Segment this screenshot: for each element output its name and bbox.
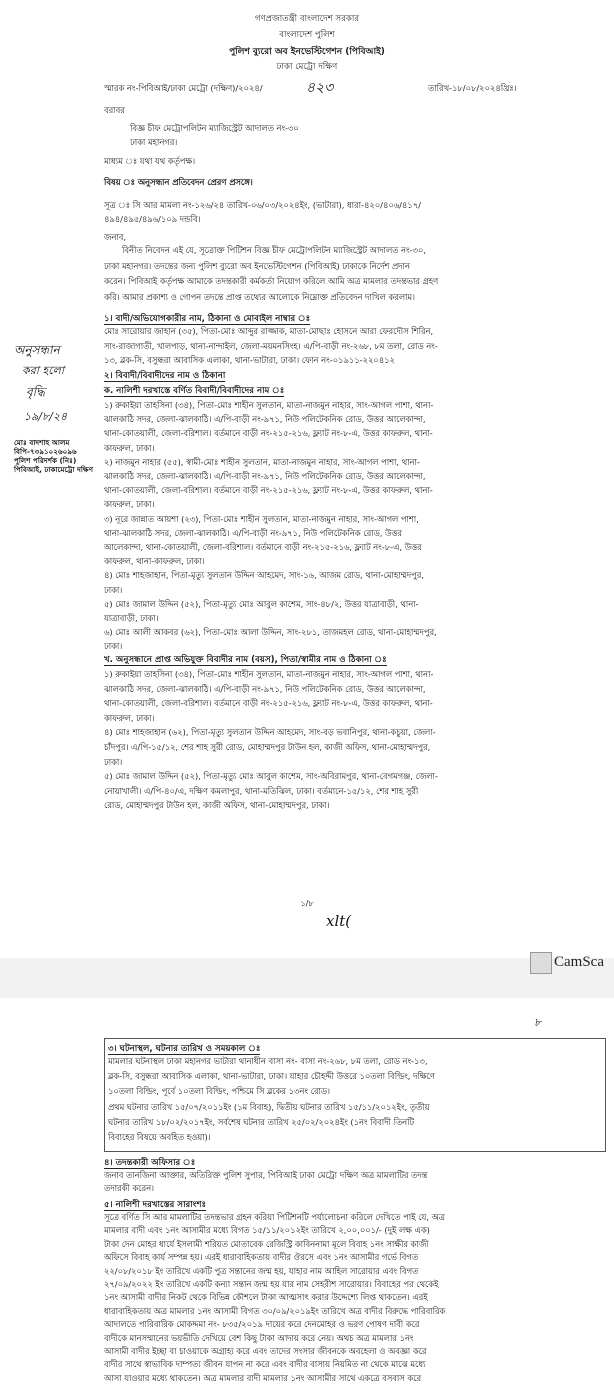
section-4-line: জনাব তানজিনা আক্তার, অতিরিক্ত পুলিশ সুপার, পিবিআই ঢাকা মেট্রো দক্ষিণ অত্র মামলাটির তদন্ত	[104, 1170, 428, 1180]
to-line-1: বিজ্ঞ চীফ মেট্রোপলিটন ম্যাজিস্ট্রেট আদালত নং-৩০	[130, 123, 299, 133]
margin-signature: বৃদ্ধি	[26, 385, 45, 399]
section-2a-line: ঢাকা।	[104, 584, 123, 595]
section-5-line: আসামী বাদীর ইচ্ছা বা চাওয়াকে অগ্রাহ্য করে এবং তাদের সংসার জীবনকে অবহেলা ও অবজ্ঞা করে	[104, 1346, 427, 1356]
section-5-line: আসা যাওয়ার মধ্যে থাকতেন। অত্র মামলার বাদী মামলার ১নং আসামীর সাথে একত্রে বসবাস করে	[104, 1372, 422, 1383]
section-2a-line: ৩) নূরে জান্নাত আয়শা (২৩), পিতা-মোঃ শাহীন সুলতান, মাতা-নাজমুন নাহার, সাং-আগল পাশা,	[104, 513, 419, 524]
section-2b-line: কাফরুল, ঢাকা।	[104, 712, 155, 723]
section-3-line: বিবাহের বিষয়ে অবহিত হওয়া)।	[108, 1132, 211, 1142]
section-5-line: বাদীকে মানসম্মানের ভয়ভীতি দেখিয়ে বেশ কিছু টাকা আদায় করে নেয়। অথচ অত্র মামলার ১নং	[104, 1332, 414, 1343]
section-2b-title: খ. অনুসন্ধানে প্রাপ্ত অভিযুক্ত বিবাদীর নাম (বয়স), পিতা/স্বামীর নাম ও ঠিকানা ঃ	[104, 655, 387, 665]
section-5-line: অফিসে বিবাহ কার্য সম্পন্ন হয়। এরই ধারাবাহিকতায় বাদীর ঔরসে এবং ১নং আসামীর গর্ভে বিগত	[104, 1252, 419, 1263]
section-2a-line: থানা-ঝালকাঠি সদর, জেলা-ঝালকাঠি। এ/পি-বাড়ী নং-৯৭১, নিউ পলিটেকনিক রোড, উত্তর	[104, 527, 402, 538]
section-5-line: বাদীর সাথে স্বাভাবিক দাম্পত্য জীবন যাপন না করে এবং বাদীর বাসায় নিয়মিত না থেকে মাঝে মধ্যে	[104, 1359, 426, 1370]
reference-line-1: সূত্র ঃ সি আর মামলা নং-১২৬/২৪ তারিখ-০৬/০৩/২০২৪ইং, (ভাটারা), ধারা-৪২০/৪০৬/৪১৭/	[104, 200, 421, 210]
stamp-line-1: মোঃ বাদশাহ আলম	[14, 438, 70, 447]
reference-line-2: ৪৯৪/৪৯৫/৪৯৬/১০৯ দন্ডবি।	[104, 214, 201, 224]
page-gap	[0, 954, 614, 998]
section-3-title: ৩। ঘটনাস্থল, ঘটনার তারিখ ও সময়কাল ঃ	[108, 1044, 261, 1054]
section-2a-line: কাফরুল, থানা-কাফরুল, ঢাকা।	[104, 556, 205, 567]
margin-note-line-1: অনুসন্ধান	[14, 343, 60, 357]
to-line-2: ঢাকা মহানগর।	[130, 137, 178, 147]
section-2a-line: ৬) মোঃ আলী আকবর (৬২), পিতা-মোঃ আলা উদ্দিন, সাং-২৮১, তাজমহল রোড, থানা-মোহাম্মদপুর,	[104, 627, 437, 638]
section-5-line: ধারাবাহিকতায় অত্র মামলার ১নং আসামী বিগত ৩০/০৯/২০১৯ইং তারিখে অত্র বাদীর বিরুদ্ধে পারিবারিক	[104, 1305, 446, 1316]
section-1-line: ১৩, ব্লক-সি, বসুন্ধরা আবাসিক এলাকা, থানা-ভাটারা, ঢাকা। ফোন নং-০১৯১১-২২০৪১২	[104, 355, 395, 365]
memo-number: স্মারক নং-পিবিআই/ঢাকা মেট্রো (দক্ষিণ)/২০২৪/	[104, 83, 263, 93]
corner-mark: ৮	[534, 1016, 542, 1029]
section-4-line: তদারকী করেন।	[104, 1182, 154, 1193]
section-1-line: মোঃ সারোয়ার জাহান (৩৫), পিতা-মোঃ আব্দুর রাজ্জাক, মাতা-মোছাঃ হোসনে আরা ফেরদৌস শিরিন,	[104, 326, 434, 336]
salutation: জনাব,	[104, 232, 127, 242]
footer-signature: xlt(	[326, 912, 352, 930]
header-line-2: বাংলাদেশ পুলিশ	[279, 30, 335, 40]
memo-handwritten-number: ৪২৩	[306, 80, 334, 96]
memo-date: তারিখ-১৮/০৮/২০২৪খ্রিঃ।	[428, 83, 517, 93]
document-page-2	[0, 998, 614, 1394]
section-1-line: সাং-রাজাগাতী, খালপাড়, থানা-নান্দাইল, জেলা-ময়মনসিংহ। এ/পি-বাড়ী নং-২৬৮, ৮ম তলা, রোড নং-	[104, 340, 438, 351]
section-3-line: ১০তলা বিল্ডিং, পূর্বে ১০তলা বিল্ডিং, পশ্চিমে সি ব্লকের ১৩নং রোড।	[108, 1086, 330, 1097]
section-2a-line: থানা-কোতয়ালী, জেলা-বরিশাল। বর্তমানে বাড়ী নং-২১৫-২১৬, ফ্ল্যাট নং-৮-এ, উত্তর কাফরুল, থানা-	[104, 485, 433, 496]
section-3-line: মামলার ঘটনাস্থল ঢাকা মহানগর ভাটারা থানাধীন বাসা নং- বাসা নং-২৬৮, ৮ম তলা, রোড নং-১৩,	[108, 1056, 428, 1066]
section-2a-line: ঝালকাঠি সদর, জেলা-ঝালকাঠি। এ/পি-বাড়ী নং-৯৭১, নিউ পলিটেকনিক রোড, উত্তর আলেকান্দা,	[104, 414, 426, 425]
section-3-line: ব্লক-সি, বসুন্ধরা আবাসিক এলাকা, থানা-ভাটারা, ঢাকা। যাহার চৌহদ্দী উত্তরে ১০তলা বিল্ডিং, দক্ষিণে	[108, 1071, 435, 1082]
intro-line: করি। আমার প্রকাশ্য ও গোপন তদন্তে প্রাপ্ত তথ্যের আলোকে নিম্নোক্ত প্রতিবেদন দাখিল করলাম।	[104, 291, 415, 302]
section-2-title: ২। বিবাদী/বিবাদীদের নাম ও ঠিকানা	[104, 371, 226, 381]
section-5-line: মামলার বাদী এবং ১নং আসামীর মধ্যে বিগত ১৫/১১/২০১২ইং তারিখে ২,০০,০০১/- (দুই লক্ষ এক)	[104, 1225, 430, 1236]
section-3-line: প্রথম ঘটনার তারিখ ১৫/০৭/২০১১ইং (১ম বিবাহ), দ্বিতীয় ঘটনার তারিখ ১৫/১১/২০১২ইং, তৃতীয়	[108, 1101, 430, 1112]
section-2a-line: আলেকান্দা, থানা-কোতয়ালী, জেলা-বরিশাল। বর্তমানে বাড়ী নং-২১৫-২১৬, ফ্ল্যাট নং-৮-এ, উত্তর	[104, 542, 422, 552]
section-3-line: ঘটনার তারিখ ১৮/০২/২০১৭ইং, সর্বশেষ ঘটনার তারিখ ২৫/০২/২০২৪ইং (১নং বিবাদী তিনটি	[108, 1116, 415, 1127]
intro-line: বিনীত নিবেদন এই যে, সূত্রোক্ত পিটিশন বিজ্ঞ চীফ মেট্রোপলিটন ম্যাজিস্ট্রেট আদালত নং-৩০,	[122, 245, 426, 255]
subject-line: বিষয় ঃ অনুসন্ধান প্রতিবেদন প্রেরণ প্রসঙ্গে।	[104, 177, 253, 187]
section-2b-line: ঢাকা।	[104, 756, 123, 767]
section-2b-line: চাঁদপুর। এ/পি-১৫/১২, শের শাহ সুরী রোড, মোহাম্মদপুর টাউন হল, কাজী অফিস, থানা-মোহাম্মদপুর,	[104, 742, 431, 752]
section-2b-line: ৪) মোঃ শাহজাহান (৬২), পিতা-মৃত্যু সুলতান উদ্দিন আহমেদ, সাং-বড় ভবানিপুর, থানা-কচুয়া, জেলা-	[104, 727, 436, 738]
section-5-line: টাকা দেন মোহর ধার্যে ইসলামী শরিয়ত মোতাবেক রেজিস্ট্রি কাবিননামা মূলে বিবাহ ১নং সাক্ষীর কাজী	[104, 1238, 429, 1249]
camscanner-logo-icon	[530, 952, 552, 974]
section-5-title: ৫। নালিশী দরখাস্তের সারাংশঃ	[104, 1200, 207, 1210]
section-5-line: আদালতে পারিবারিক মোকদ্দমা নং- ৮৩৫/২০১৯ দায়ের করে দেনমোহর ও ভরণ পোষণ দাবী করে	[104, 1319, 420, 1330]
section-2a-line: ৪) মোঃ শাহজাহান, পিতা-মৃত্যু সুলতান উদ্দিন আহমেদ, সাং-১৬, আজম রোড, থানা-মোহাম্মদপুর,	[104, 570, 424, 581]
camscanner-watermark: CamSca	[554, 954, 604, 970]
section-2a-line: থানা-কোতয়ালী, জেলা-বরিশাল। বর্তমানে বাড়ী নং-২১৫-২১৬, ফ্ল্যাট নং-৮-এ, উত্তর কাফরুল, থানা-	[104, 428, 433, 439]
section-2b-line: ৫) মোঃ জামাল উদ্দিন (৫২), পিতা-মৃত্যু মোঃ আবুল কাশেম, সাং-অবিরামপুর, থানা-বেগমগঞ্জ, জেলা-	[104, 771, 438, 782]
header-line-3: পুলিশ ব্যুরো অব ইনভেস্টিগেশন (পিবিআই)	[229, 47, 385, 57]
stamp-line-4: পিবিআই, ঢাকামেট্রো দক্ষিণ	[14, 465, 94, 474]
section-2a-line: কাফরুল, ঢাকা।	[104, 442, 155, 453]
section-2a-line: ১) রুকাইয়া তাহসিনা (৩৪), পিতা-মোঃ শাহীন সুলতান, মাতা-নাজমুন নাহার, সাং-আগল পাশা, থানা-	[104, 400, 434, 410]
section-2b-line: নোয়াখালী। এ/পি-৪০/এ, দক্ষিণ কমলাপুর, থানা-মতিঝিল, ঢাকা। বর্তমানে-১৫/১২, শের শাহ সুরী	[104, 785, 419, 796]
margin-date: ১৯/৮/২৪	[24, 410, 68, 423]
margin-note-line-2: করা হলো	[22, 364, 65, 377]
section-5-line: সূত্রে বর্ণিত সি আর মামলাটির তদন্তভার গ্রহন করিয়া পিটিশনটি পর্যালোচনা করিলে দেখিতে পাই যে, অত্র	[104, 1212, 445, 1222]
stamp-line-2: বিপি-৭৩৯১০২৬০৯৬	[14, 447, 77, 456]
intro-line: করেন। পিবিআই কর্তৃপক্ষ আমাকে তদন্তকারী কর্মকর্তা নিয়োগ করিলে আমি অত্র মামলার তদন্তভার গ্রহণ	[104, 276, 439, 286]
section-2a-title: ক. নালিশী দরখাস্তে বর্ণিত বিবাদী/বিবাদীদের নাম ঃ	[104, 386, 285, 396]
section-2b-line: ঝালকাঠি সদর, জেলা-ঝালকাঠি। এ/পি-বাড়ী নং-৯৭১, নিউ পলিটেকনিক রোড, উত্তর আলেকান্দা,	[104, 683, 426, 694]
section-2b-line: থানা-কোতয়ালী, জেলা-বরিশাল। বর্তমানে বাড়ী নং-২১৫-২১৬, ফ্ল্যাট নং-৮-এ, উত্তর কাফরুল, থানা-	[104, 698, 433, 709]
stamp-line-3: পুলিশ পরিদর্শক (নিঃ)	[14, 456, 77, 465]
intro-line: ঢাকা মহানগর। তদন্তের জন্য পুলিশ ব্যুরো অব ইনভেস্টিগেশন (পিবিআই) ঢাকাকে নির্দেশ প্রদান	[104, 260, 410, 271]
via-line: মাধ্যম ঃ যথা যথ কর্তৃপক্ষ।	[104, 156, 196, 166]
section-2a-line: ঝালকাঠি সদর, জেলা-ঝালকাঠি। এ/পি-বাড়ী নং-৯৭১, নিউ পলিটেকনিক রোড, উত্তর আলেকান্দা,	[104, 471, 426, 481]
to-label: বরাবর	[104, 105, 125, 115]
officer-stamp	[14, 438, 93, 474]
section-2b-line: ১) রুকাইয়া তাহসিনা (৩৪), পিতা-মোঃ শাহীন সুলতান, মাতা-নাজমুন নাহার, সাং-আগল পাশা, থানা-	[104, 669, 434, 679]
page-number: ১/৮	[300, 899, 314, 908]
header-line-1: গণপ্রজাতন্ত্রী বাংলাদেশ সরকার	[254, 14, 360, 24]
section-2a-line: ঢাকা।	[104, 641, 123, 652]
section-2a-line: ৫) মোঃ জামাল উদ্দিন (৫২), পিতা-মৃত্যু মোঃ আবুল কাশেম, সাং-৪৮/২, উত্তর যাত্রাবাড়ী, থানা-	[104, 598, 419, 609]
section-2a-line: কাফরুল, ঢাকা।	[104, 499, 155, 510]
section-5-line: ২৭/০৯/২০২২ ইং তারিখে একটি কন্যা সন্তান জন্ম হয় যার নাম সেহরীশ সারোয়ার। বিবাহের পর থেকেই	[104, 1279, 439, 1289]
section-2a-line: ২) নাজমুন নাহার (৫৫), স্বামী-মোঃ শাহীন সুলতান, মাতা-নাজমুন নাহার, সাং-আগল পাশা, থানা-	[104, 456, 420, 467]
section-4-title: ৪। তদন্তকারী অফিসার ঃ	[104, 1158, 196, 1168]
section-1-title: ১। বাদী/অভিযোগকারীর নাম, ঠিকানা ও মোবাইল নাম্বার ঃ	[104, 314, 311, 324]
section-2b-line: রোড, মোহাম্মদপুর টাউন হল, কাজী অফিস, থানা-মোহাম্মদপুর, ঢাকা।	[104, 800, 330, 811]
section-2a-line: যাত্রাবাড়ী, ঢাকা।	[104, 613, 159, 623]
section-5-line: ১নং আসামী বাদীর নিকট থেকে বিভিন্ন কৌশলে টাকা আত্মসাৎ করার উদ্দেশ্যে লিপ্ত থাকতেন। এরই	[104, 1292, 428, 1303]
header-line-4: ঢাকা মেট্রো দক্ষিণ	[276, 62, 338, 72]
section-5-line: ২২/০৮/২০১৮ ইং তারিখে একটি পুত্র সন্তানের জন্ম হয়, যাহার নাম আহিল সারোয়ার এবং বিগত	[104, 1265, 419, 1276]
